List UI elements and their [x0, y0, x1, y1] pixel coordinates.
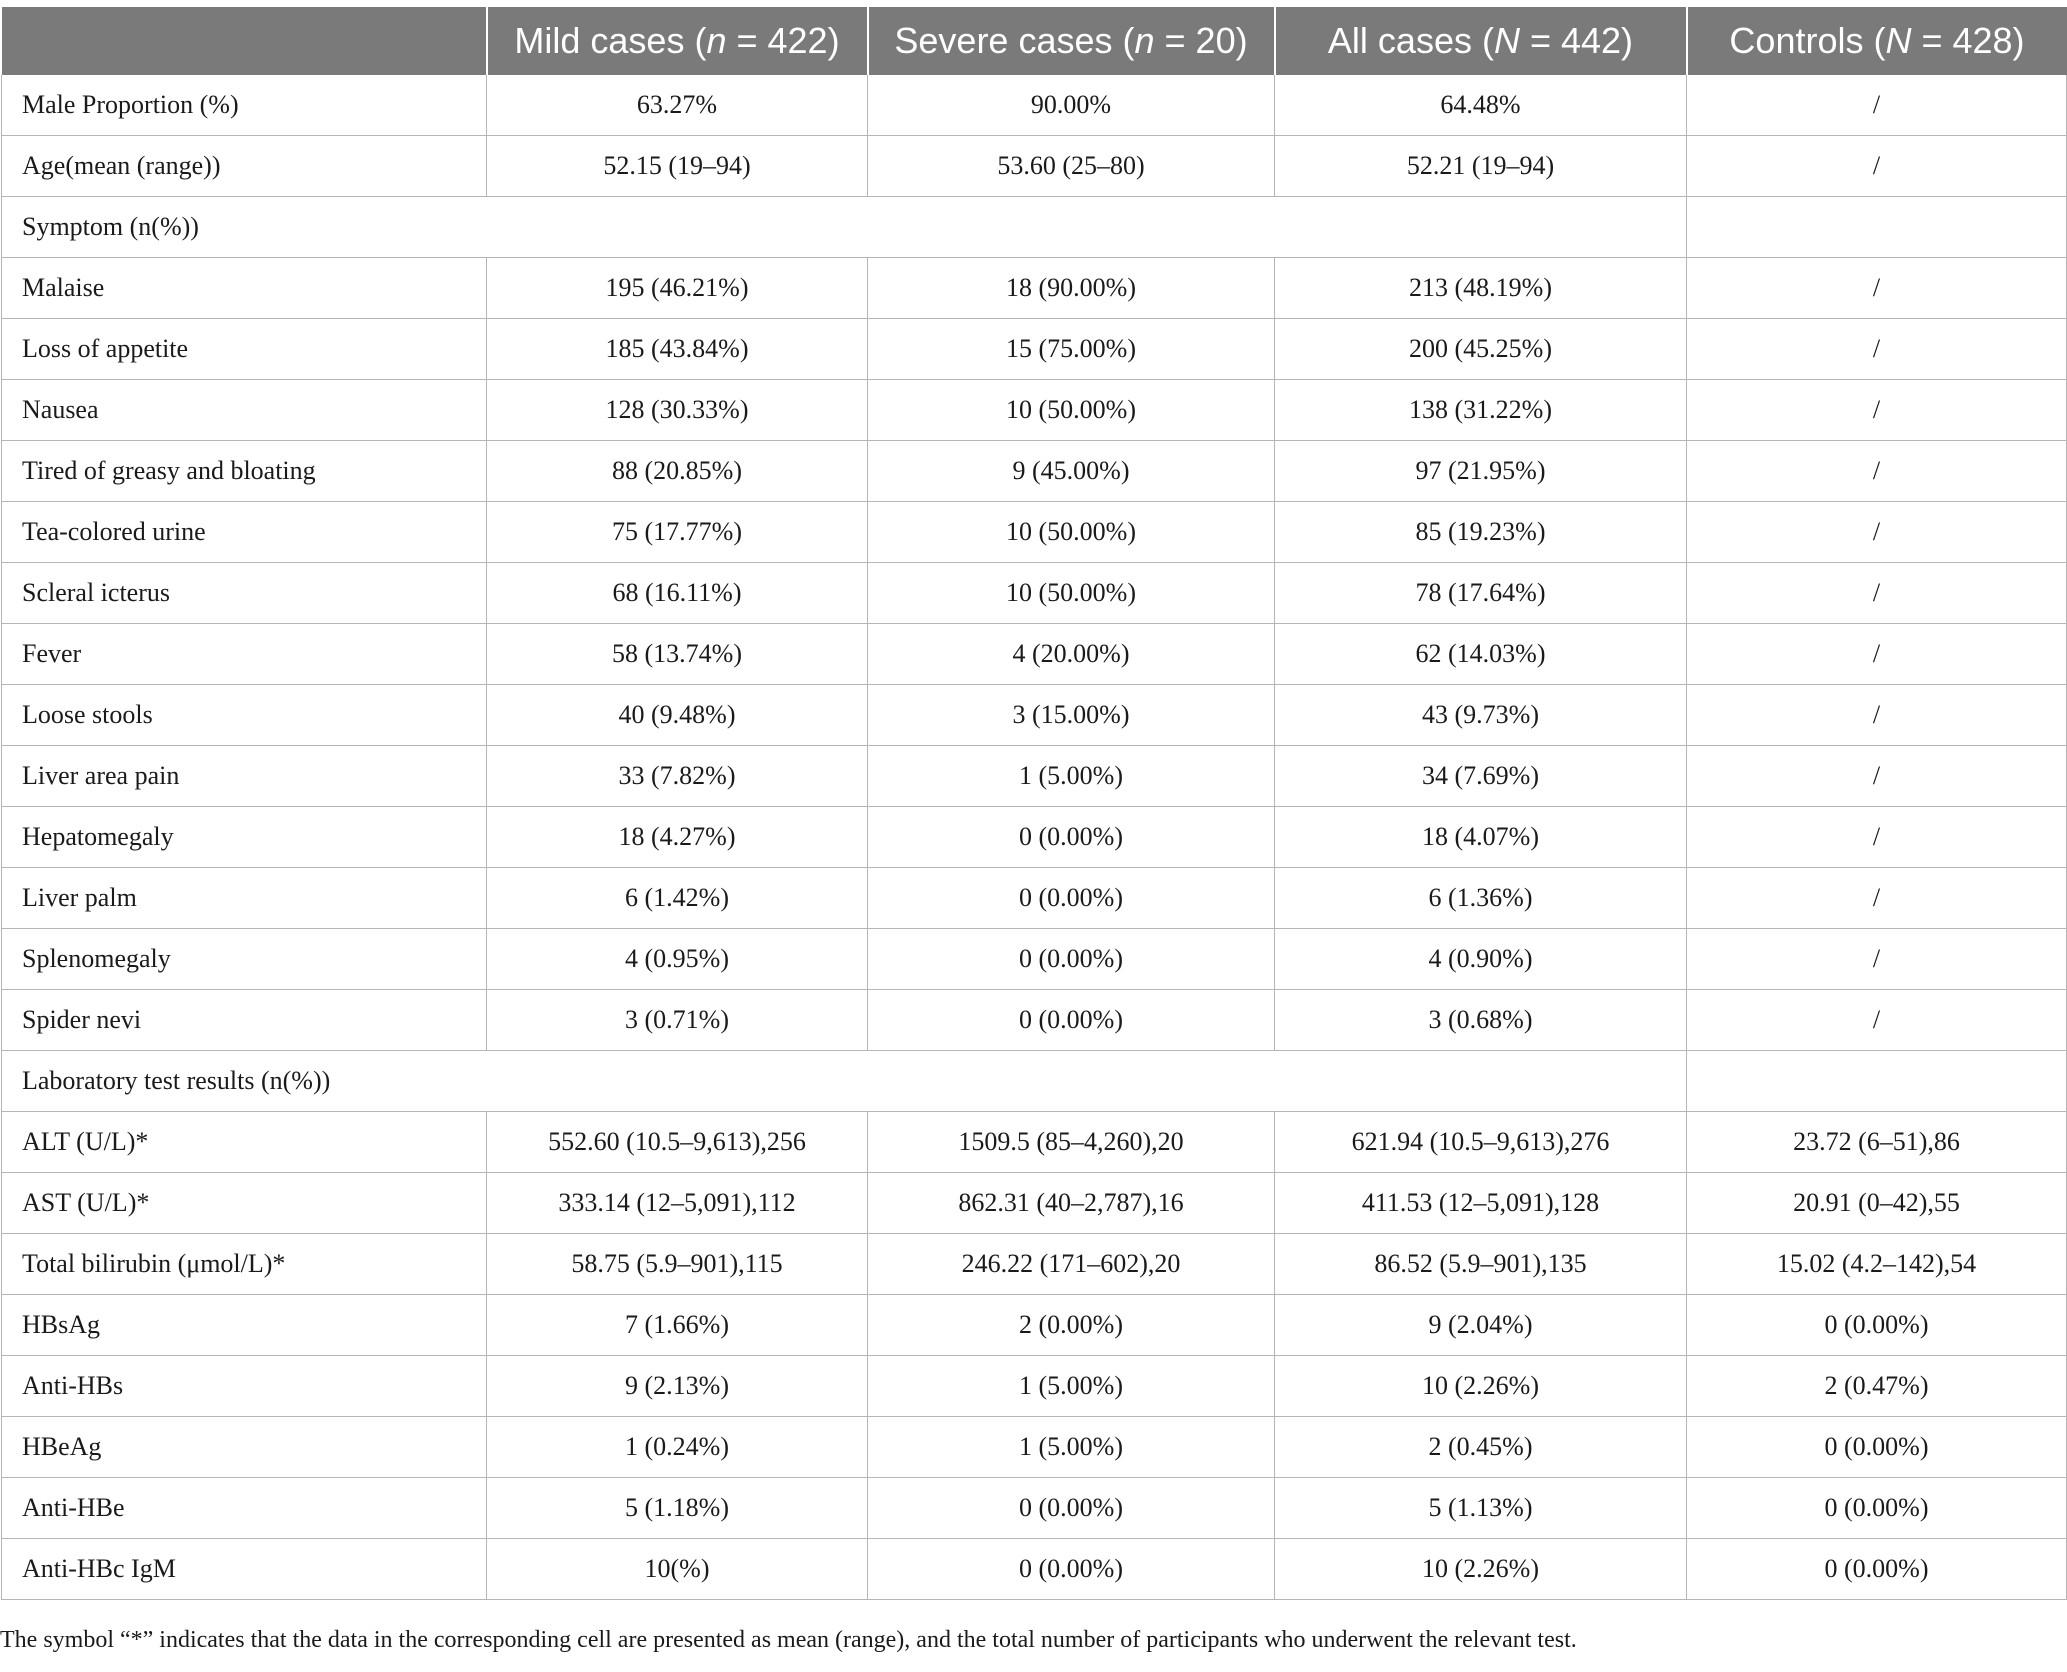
table-row: [2, 746, 2067, 807]
table-cell: 10 (50.00%): [868, 563, 1275, 624]
table-cell: 97 (21.95%): [1275, 441, 1687, 502]
table-row: [2, 136, 2067, 197]
table-cell: 3 (0.71%): [487, 990, 868, 1051]
row-label: Total bilirubin (μmol/L)*: [2, 1234, 487, 1295]
table-cell: 185 (43.84%): [487, 319, 868, 380]
table-row: [2, 563, 2067, 624]
table-cell: 10 (2.26%): [1275, 1356, 1687, 1417]
table-cell: 2 (0.47%): [1687, 1356, 2067, 1417]
table-cell: 43 (9.73%): [1275, 685, 1687, 746]
data-table-container: [0, 7, 2067, 1600]
table-cell: 9 (45.00%): [868, 441, 1275, 502]
table-row: [2, 319, 2067, 380]
row-label: Tired of greasy and bloating: [2, 441, 487, 502]
row-label: Spider nevi: [2, 990, 487, 1051]
section-label: Laboratory test results (n(%)): [2, 1051, 1687, 1112]
table-cell: 9 (2.13%): [487, 1356, 868, 1417]
table-row: [2, 258, 2067, 319]
table-cell: 246.22 (171–602),20: [868, 1234, 1275, 1295]
table-cell: 52.15 (19–94): [487, 136, 868, 197]
table-cell: 213 (48.19%): [1275, 258, 1687, 319]
row-label: Anti-HBe: [2, 1478, 487, 1539]
table-cell: 200 (45.25%): [1275, 319, 1687, 380]
table-row: [2, 441, 2067, 502]
table-cell: 862.31 (40–2,787),16: [868, 1173, 1275, 1234]
table-row: [2, 1173, 2067, 1234]
table-cell: /: [1687, 624, 2067, 685]
row-label: Fever: [2, 624, 487, 685]
table-cell: 1 (5.00%): [868, 1356, 1275, 1417]
table-row: [2, 990, 2067, 1051]
table-cell: 62 (14.03%): [1275, 624, 1687, 685]
table-cell: /: [1687, 990, 2067, 1051]
table-cell: 411.53 (12–5,091),128: [1275, 1173, 1687, 1234]
table-row: [2, 502, 2067, 563]
header-cell-controls: Controls (N = 428): [1687, 7, 2067, 75]
table-row: [2, 685, 2067, 746]
header-cell-blank: [2, 7, 487, 75]
table-body: [2, 75, 2067, 1600]
table-cell: 33 (7.82%): [487, 746, 868, 807]
table-cell: 18 (4.27%): [487, 807, 868, 868]
table-row: [2, 807, 2067, 868]
row-label: Hepatomegaly: [2, 807, 487, 868]
section-row: [2, 197, 2067, 258]
table-cell: 552.60 (10.5–9,613),256: [487, 1112, 868, 1173]
row-label: Liver palm: [2, 868, 487, 929]
table-cell: 64.48%: [1275, 75, 1687, 136]
table-cell: 0 (0.00%): [868, 868, 1275, 929]
table-cell: 1509.5 (85–4,260),20: [868, 1112, 1275, 1173]
table-cell: 20.91 (0–42),55: [1687, 1173, 2067, 1234]
row-label: Loss of appetite: [2, 319, 487, 380]
table-footnote: The symbol “*” indicates that the data in the corresponding cell are presented as mean (range), and the total number of participants who underwent the relevant test.: [0, 1627, 1577, 1653]
header-row: [2, 7, 2067, 75]
table-cell: 0 (0.00%): [1687, 1295, 2067, 1356]
table-cell: 0 (0.00%): [868, 929, 1275, 990]
table-cell: 195 (46.21%): [487, 258, 868, 319]
table-cell: 7 (1.66%): [487, 1295, 868, 1356]
table-cell: 9 (2.04%): [1275, 1295, 1687, 1356]
table-cell: 85 (19.23%): [1275, 502, 1687, 563]
table-row: [2, 1417, 2067, 1478]
table-cell: /: [1687, 441, 2067, 502]
header-cell-mild-cases: Mild cases (n = 422): [487, 7, 868, 75]
table-cell: 1 (5.00%): [868, 1417, 1275, 1478]
section-row: [2, 1051, 2067, 1112]
table-cell: 2 (0.45%): [1275, 1417, 1687, 1478]
table-cell: 10 (50.00%): [868, 502, 1275, 563]
row-label: Anti-HBc IgM: [2, 1539, 487, 1600]
table-cell: 18 (90.00%): [868, 258, 1275, 319]
table-cell: 15.02 (4.2–142),54: [1687, 1234, 2067, 1295]
table-row: [2, 380, 2067, 441]
table-cell: /: [1687, 380, 2067, 441]
table-cell: 52.21 (19–94): [1275, 136, 1687, 197]
table-cell: 40 (9.48%): [487, 685, 868, 746]
table-cell: 10 (50.00%): [868, 380, 1275, 441]
table-cell: 78 (17.64%): [1275, 563, 1687, 624]
table-cell: /: [1687, 258, 2067, 319]
table-cell: 0 (0.00%): [868, 1478, 1275, 1539]
table-cell: /: [1687, 868, 2067, 929]
row-label: Tea-colored urine: [2, 502, 487, 563]
row-label: HBsAg: [2, 1295, 487, 1356]
section-empty-cell: [1687, 197, 2067, 258]
table-cell: 5 (1.13%): [1275, 1478, 1687, 1539]
table-row: [2, 1234, 2067, 1295]
row-label: Male Proportion (%): [2, 75, 487, 136]
table-cell: 88 (20.85%): [487, 441, 868, 502]
section-label: Symptom (n(%)): [2, 197, 1687, 258]
row-label: HBeAg: [2, 1417, 487, 1478]
table-header: [2, 7, 2067, 75]
table-cell: 15 (75.00%): [868, 319, 1275, 380]
table-cell: 3 (0.68%): [1275, 990, 1687, 1051]
table-row: [2, 1539, 2067, 1600]
table-cell: /: [1687, 807, 2067, 868]
table-cell: /: [1687, 929, 2067, 990]
row-label: Anti-HBs: [2, 1356, 487, 1417]
row-label: Loose stools: [2, 685, 487, 746]
table-cell: /: [1687, 502, 2067, 563]
table-cell: 2 (0.00%): [868, 1295, 1275, 1356]
table-cell: 34 (7.69%): [1275, 746, 1687, 807]
row-label: AST (U/L)*: [2, 1173, 487, 1234]
table-cell: 1 (0.24%): [487, 1417, 868, 1478]
table-cell: 10(%): [487, 1539, 868, 1600]
table-row: [2, 75, 2067, 136]
table-row: [2, 929, 2067, 990]
table-row: [2, 1295, 2067, 1356]
table-cell: /: [1687, 685, 2067, 746]
row-label: Nausea: [2, 380, 487, 441]
table-cell: 138 (31.22%): [1275, 380, 1687, 441]
table-cell: 63.27%: [487, 75, 868, 136]
table-cell: 18 (4.07%): [1275, 807, 1687, 868]
table-cell: 6 (1.36%): [1275, 868, 1687, 929]
table-cell: 75 (17.77%): [487, 502, 868, 563]
row-label: Malaise: [2, 258, 487, 319]
table-cell: 90.00%: [868, 75, 1275, 136]
table-row: [2, 1356, 2067, 1417]
table-cell: 4 (20.00%): [868, 624, 1275, 685]
row-label: Liver area pain: [2, 746, 487, 807]
row-label: ALT (U/L)*: [2, 1112, 487, 1173]
table-cell: 86.52 (5.9–901),135: [1275, 1234, 1687, 1295]
header-cell-severe-cases: Severe cases (n = 20): [868, 7, 1275, 75]
table-row: [2, 1112, 2067, 1173]
table-cell: 58.75 (5.9–901),115: [487, 1234, 868, 1295]
header-cell-all-cases: All cases (N = 442): [1275, 7, 1687, 75]
table-cell: 0 (0.00%): [1687, 1417, 2067, 1478]
table-cell: 58 (13.74%): [487, 624, 868, 685]
table-cell: 3 (15.00%): [868, 685, 1275, 746]
table-cell: 0 (0.00%): [1687, 1539, 2067, 1600]
table-cell: /: [1687, 563, 2067, 624]
table-cell: 128 (30.33%): [487, 380, 868, 441]
table-cell: 0 (0.00%): [868, 807, 1275, 868]
table-cell: /: [1687, 136, 2067, 197]
row-label: Splenomegaly: [2, 929, 487, 990]
table-cell: 10 (2.26%): [1275, 1539, 1687, 1600]
table-cell: /: [1687, 319, 2067, 380]
table-cell: 5 (1.18%): [487, 1478, 868, 1539]
table-row: [2, 624, 2067, 685]
table-cell: 23.72 (6–51),86: [1687, 1112, 2067, 1173]
table-cell: 4 (0.90%): [1275, 929, 1687, 990]
table-cell: 621.94 (10.5–9,613),276: [1275, 1112, 1687, 1173]
row-label: Age(mean (range)): [2, 136, 487, 197]
table-cell: 68 (16.11%): [487, 563, 868, 624]
row-label: Scleral icterus: [2, 563, 487, 624]
table-cell: 0 (0.00%): [868, 1539, 1275, 1600]
section-empty-cell: [1687, 1051, 2067, 1112]
table-cell: 333.14 (12–5,091),112: [487, 1173, 868, 1234]
table-cell: /: [1687, 746, 2067, 807]
table-cell: 6 (1.42%): [487, 868, 868, 929]
table-cell: /: [1687, 75, 2067, 136]
table-cell: 4 (0.95%): [487, 929, 868, 990]
table-cell: 1 (5.00%): [868, 746, 1275, 807]
table-cell: 0 (0.00%): [868, 990, 1275, 1051]
table-cell: 0 (0.00%): [1687, 1478, 2067, 1539]
table-row: [2, 1478, 2067, 1539]
table-row: [2, 868, 2067, 929]
clinical-characteristics-table: [1, 7, 2067, 1600]
table-cell: 53.60 (25–80): [868, 136, 1275, 197]
